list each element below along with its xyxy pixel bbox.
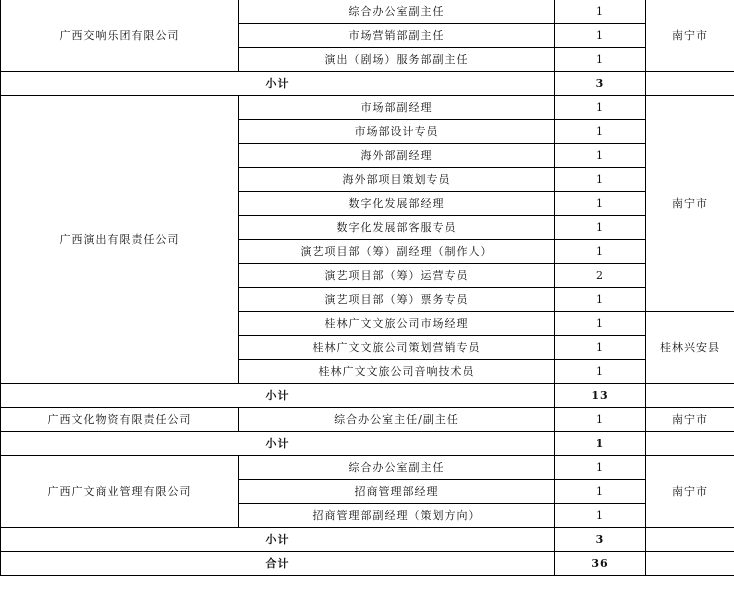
position-cell: 桂林广文文旅公司音响技术员 [239,360,555,384]
position-cell: 综合办公室主任/副主任 [239,408,555,432]
position-cell: 市场部设计专员 [239,120,555,144]
count-cell: 1 [555,288,646,312]
subtotal-label: 小计 [1,72,555,96]
count-cell: 1 [555,336,646,360]
position-cell: 招商管理部副经理（策划方向） [239,504,555,528]
total-row [1,552,734,576]
count-cell: 1 [555,48,646,72]
count-cell: 1 [555,480,646,504]
count-cell: 1 [555,0,646,24]
location-cell: 南宁市 [646,0,734,72]
count-cell: 1 [555,96,646,120]
company-cell: 广西交响乐团有限公司 [1,0,239,72]
subtotal-value: 1 [555,432,646,456]
subtotal-label: 小计 [1,528,555,552]
total-value: 36 [555,552,646,576]
location-cell: 南宁市 [646,408,734,432]
count-cell: 1 [555,216,646,240]
count-cell: 1 [555,504,646,528]
subtotal-row [1,528,734,552]
position-cell: 海外部副经理 [239,144,555,168]
position-cell: 市场部副经理 [239,96,555,120]
position-cell: 桂林广文文旅公司策划营销专员 [239,336,555,360]
company-cell: 广西演出有限责任公司 [1,96,239,384]
count-cell: 1 [555,312,646,336]
subtotal-value: 3 [555,72,646,96]
count-cell: 1 [555,24,646,48]
position-cell: 市场营销部副主任 [239,24,555,48]
count-cell: 1 [555,240,646,264]
count-cell: 1 [555,144,646,168]
position-cell: 演艺项目部（筹）副经理（制作人） [239,240,555,264]
subtotal-row [1,384,734,408]
subtotal-value: 3 [555,528,646,552]
count-cell: 1 [555,456,646,480]
position-cell: 数字化发展部客服专员 [239,216,555,240]
table-row [1,0,734,24]
count-cell: 1 [555,120,646,144]
position-cell: 数字化发展部经理 [239,192,555,216]
subtotal-label: 小计 [1,432,555,456]
table-row [1,408,734,432]
company-cell: 广西文化物资有限责任公司 [1,408,239,432]
empty-cell [646,72,734,96]
position-cell: 招商管理部经理 [239,480,555,504]
count-cell: 1 [555,168,646,192]
position-cell: 演艺项目部（筹）运营专员 [239,264,555,288]
location-cell: 南宁市 [646,96,734,312]
subtotal-row [1,432,734,456]
empty-cell [646,552,734,576]
empty-cell [646,384,734,408]
table-row [1,96,734,120]
empty-cell [646,528,734,552]
position-cell: 综合办公室副主任 [239,456,555,480]
position-cell: 演艺项目部（筹）票务专员 [239,288,555,312]
total-label: 合计 [1,552,555,576]
subtotal-row [1,72,734,96]
position-cell: 桂林广文文旅公司市场经理 [239,312,555,336]
count-cell: 1 [555,408,646,432]
position-cell: 综合办公室副主任 [239,0,555,24]
subtotal-label: 小计 [1,384,555,408]
location-cell: 桂林兴安县 [646,312,734,384]
empty-cell [646,432,734,456]
position-cell: 海外部项目策划专员 [239,168,555,192]
company-cell: 广西广文商业管理有限公司 [1,456,239,528]
count-cell: 1 [555,192,646,216]
table-row [1,456,734,480]
count-cell: 1 [555,360,646,384]
subtotal-value: 13 [555,384,646,408]
location-cell: 南宁市 [646,456,734,528]
position-cell: 演出（剧场）服务部副主任 [239,48,555,72]
count-cell: 2 [555,264,646,288]
